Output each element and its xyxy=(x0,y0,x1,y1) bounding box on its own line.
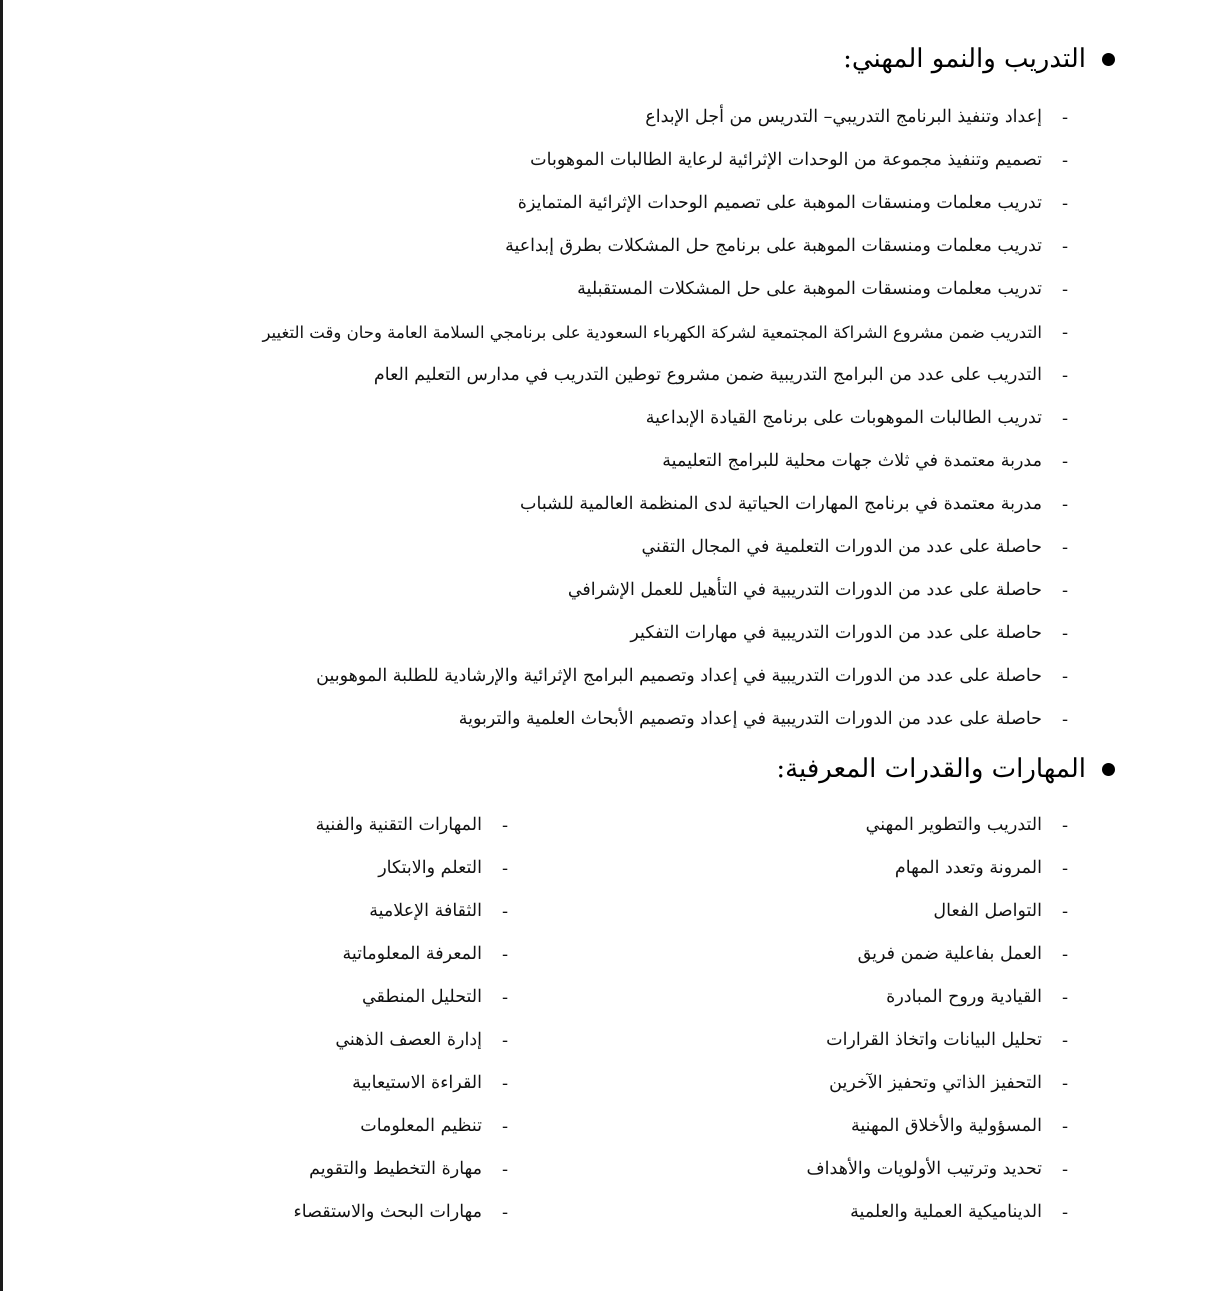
training-item: - حاصلة على عدد من الدورات التدريبية في التأهيل للعمل الإشرافي xyxy=(568,575,1078,605)
dash-icon: - xyxy=(1061,814,1069,836)
training-heading-text: التدريب والنمو المهني: xyxy=(843,44,1086,74)
skill-item: - القراءة الاستيعابية xyxy=(352,1068,518,1098)
dash-icon: - xyxy=(1061,149,1069,171)
skill-item: - الثقافة الإعلامية xyxy=(369,896,518,926)
dash-icon: - xyxy=(1061,235,1069,257)
skill-item: - التواصل الفعال xyxy=(933,896,1078,926)
dash-icon: - xyxy=(501,857,509,879)
skill-item: - التدريب والتطوير المهني xyxy=(866,810,1078,840)
dash-icon: - xyxy=(1061,665,1069,687)
skill-item: - الديناميكية العملية والعلمية xyxy=(850,1197,1078,1227)
skills-heading-text: المهارات والقدرات المعرفية: xyxy=(776,754,1086,784)
dash-icon: - xyxy=(501,1115,509,1137)
dash-icon: - xyxy=(1061,622,1069,644)
training-item: - مدربة معتمدة في برنامج المهارات الحياتية لدى المنظمة العالمية للشباب xyxy=(520,489,1078,519)
training-item: - حاصلة على عدد من الدورات التدريبية في إعداد وتصميم الأبحاث العلمية والتربوية xyxy=(459,704,1078,734)
dash-icon: - xyxy=(501,1201,509,1223)
skill-item: - مهارات البحث والاستقصاء xyxy=(294,1197,518,1227)
skill-item: - تنظيم المعلومات xyxy=(360,1111,518,1141)
skills-heading xyxy=(776,754,1115,784)
dash-icon: - xyxy=(1061,708,1069,730)
dash-icon: - xyxy=(1061,192,1069,214)
dash-icon: - xyxy=(1061,450,1069,472)
training-item: - إعداد وتنفيذ البرنامج التدريبي– التدريس من أجل الإبداع xyxy=(645,102,1078,132)
training-item: - حاصلة على عدد من الدورات التدريبية في إعداد وتصميم البرامج الإثرائية والإرشادية للطلبة الموهوبين xyxy=(316,661,1078,691)
skill-item: - العمل بفاعلية ضمن فريق xyxy=(858,939,1078,969)
skill-item: - التحليل المنطقي xyxy=(362,982,518,1012)
dash-icon: - xyxy=(1061,321,1069,343)
skill-item: - المرونة وتعدد المهام xyxy=(895,853,1078,883)
dash-icon: - xyxy=(501,986,509,1008)
page-left-border xyxy=(0,0,3,1291)
training-item: - تدريب معلمات ومنسقات الموهبة على برنامج حل المشكلات بطرق إبداعية xyxy=(505,231,1078,261)
heading-bullet-icon xyxy=(1102,53,1115,66)
skill-item: - مهارة التخطيط والتقويم xyxy=(309,1154,518,1184)
skill-item: - تحليل البيانات واتخاذ القرارات xyxy=(826,1025,1078,1055)
skill-item: - المسؤولية والأخلاق المهنية xyxy=(851,1111,1078,1141)
training-item: - التدريب على عدد من البرامج التدريبية ضمن مشروع توطين التدريب في مدارس التعليم العام xyxy=(374,360,1078,390)
dash-icon: - xyxy=(1061,986,1069,1008)
skill-item: - التعلم والابتكار xyxy=(378,853,518,883)
dash-icon: - xyxy=(1061,900,1069,922)
dash-icon: - xyxy=(501,1072,509,1094)
training-item: - مدربة معتمدة في ثلاث جهات محلية للبرامج التعليمية xyxy=(662,446,1078,476)
dash-icon: - xyxy=(1061,407,1069,429)
dash-icon: - xyxy=(1061,1115,1069,1137)
dash-icon: - xyxy=(1061,493,1069,515)
dash-icon: - xyxy=(1061,536,1069,558)
skill-item: - إدارة العصف الذهني xyxy=(335,1025,518,1055)
dash-icon: - xyxy=(1061,106,1069,128)
training-item: - تدريب معلمات ومنسقات الموهبة على حل المشكلات المستقبلية xyxy=(577,274,1078,304)
training-item: - تدريب معلمات ومنسقات الموهبة على تصميم الوحدات الإثرائية المتمايزة xyxy=(518,188,1078,218)
training-item: - تصميم وتنفيذ مجموعة من الوحدات الإثرائية لرعاية الطالبات الموهوبات xyxy=(530,145,1078,175)
dash-icon: - xyxy=(501,943,509,965)
dash-icon: - xyxy=(501,1158,509,1180)
training-item: - تدريب الطالبات الموهوبات على برنامج القيادة الإبداعية xyxy=(646,403,1078,433)
dash-icon: - xyxy=(1061,943,1069,965)
dash-icon: - xyxy=(1061,1072,1069,1094)
dash-icon: - xyxy=(1061,1029,1069,1051)
dash-icon: - xyxy=(1061,1158,1069,1180)
dash-icon: - xyxy=(1061,857,1069,879)
training-item: - التدريب ضمن مشروع الشراكة المجتمعية لشركة الكهرباء السعودية على برنامجي السلامة العامة وحان وقت التغيير xyxy=(262,317,1078,347)
dash-icon: - xyxy=(501,814,509,836)
training-item: - حاصلة على عدد من الدورات التدريبية في مهارات التفكير xyxy=(630,618,1078,648)
skill-item: - تحديد وترتيب الأولويات والأهداف xyxy=(807,1154,1078,1184)
skill-item: - المهارات التقنية والفنية xyxy=(316,810,518,840)
dash-icon: - xyxy=(501,900,509,922)
dash-icon: - xyxy=(501,1029,509,1051)
skill-item: - التحفيز الذاتي وتحفيز الآخرين xyxy=(829,1068,1078,1098)
skill-item: - المعرفة المعلوماتية xyxy=(342,939,518,969)
heading-bullet-icon xyxy=(1102,763,1115,776)
dash-icon: - xyxy=(1061,364,1069,386)
training-item: - حاصلة على عدد من الدورات التعلمية في المجال التقني xyxy=(641,532,1078,562)
dash-icon: - xyxy=(1061,278,1069,300)
dash-icon: - xyxy=(1061,579,1069,601)
training-heading xyxy=(843,44,1115,74)
dash-icon: - xyxy=(1061,1201,1069,1223)
skill-item: - القيادية وروح المبادرة xyxy=(886,982,1078,1012)
